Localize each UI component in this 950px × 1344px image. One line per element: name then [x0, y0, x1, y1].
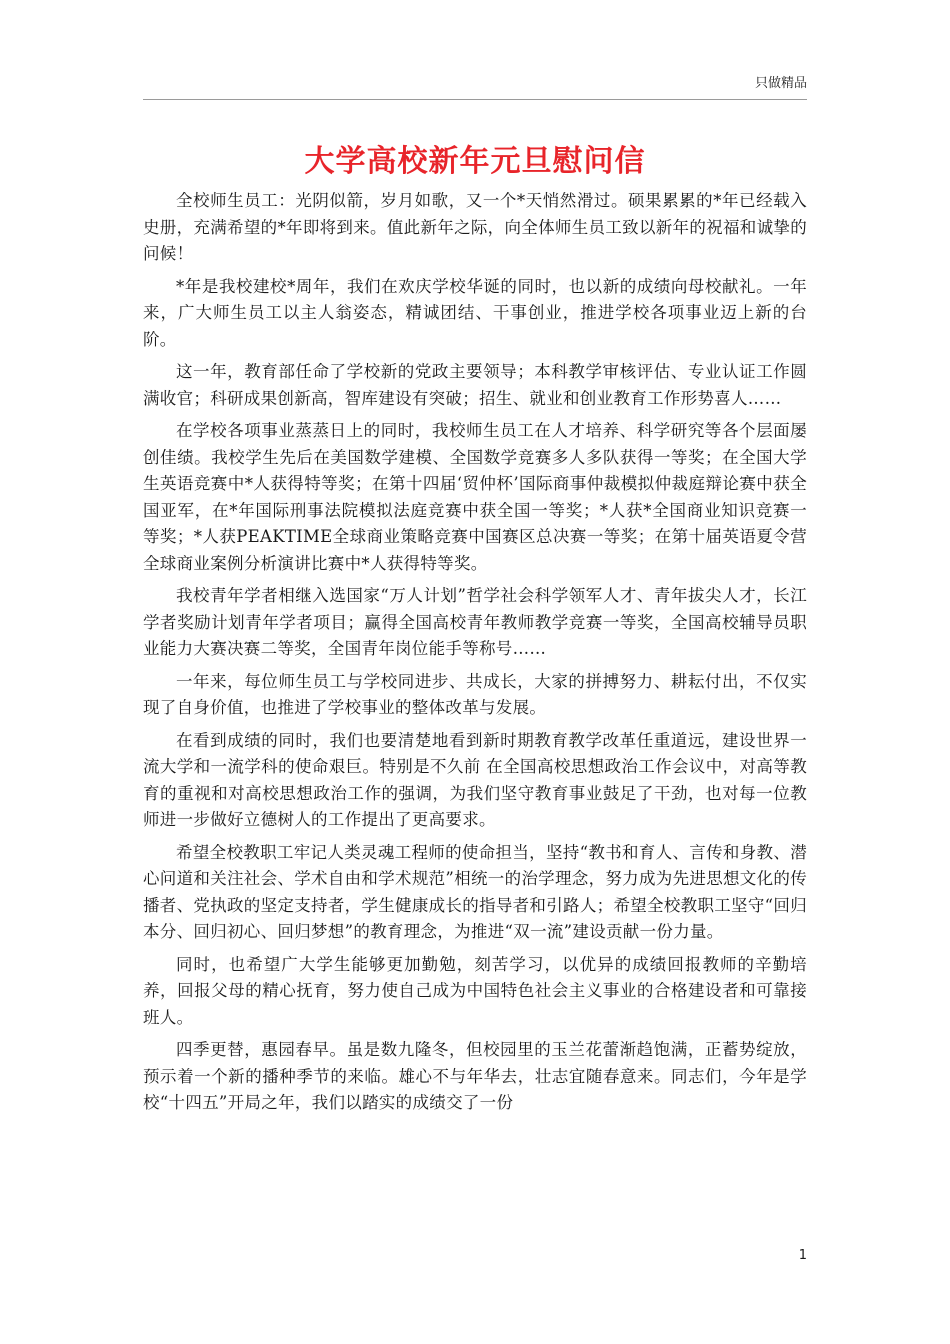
paragraph: 我校青年学者相继入选国家“万人计划”哲学社会科学领军人才、青年拔尖人才，长江学者奖励计划青年学者项目；赢得全国高校青年教师教学竞赛一等奖，全国高校辅导员职业能力大赛决赛二等奖，全国青年岗位能手等称号……	[143, 586, 807, 658]
paragraph: 在学校各项事业蒸蒸日上的同时，我校师生员工在人才培养、科学研究等各个层面屡创佳绩。我校学生先后在美国数学建模、全国数学竞赛多人多队获得一等奖；在全国大学生英语竞赛中*人获得特等奖；在第十四届‘贸仲杯’国际商事仲裁模拟仲裁庭辩论赛中获全国亚军，在*年国际刑事法院模拟法庭竞赛中获全国一等奖；*人获*全国商业知识竞赛一等奖；*人获PEAKTIME全球商业策略竞赛中国赛区总决赛一等奖；在第十届英语夏令营全球商业案例分析演讲比赛中*人获得特等奖。	[143, 421, 807, 573]
paragraph: 在看到成绩的同时，我们也要清楚地看到新时期教育教学改革任重道远，建设世界一流大学和一流学科的使命艰巨。特别是不久前 在全国高校思想政治工作会议中，对高等教育的重视和对高校思想政治工作的强调，为我们坚守教育事业鼓足了干劲，也对每一位教师进一步做好立德树人的工作提出了更高要求。	[143, 730, 807, 829]
paragraph: 四季更替，惠园春早。虽是数九隆冬，但校园里的玉兰花蕾渐趋饱满，正蓄势绽放，预示着一个新的播种季节的来临。雄心不与年华去，壮志宜随春意来。同志们，今年是学校“十四五”开局之年，我们以踏实的成绩交了一份	[143, 1040, 807, 1112]
paragraph: 一年来，每位师生员工与学校同进步、共成长，大家的拼搏努力、耕耘付出，不仅实现了自身价值，也推进了学校事业的整体改革与发展。	[143, 671, 807, 717]
paragraph: 希望全校教职工牢记人类灵魂工程师的使命担当，坚持“教书和育人、言传和身教、潜心问道和关注社会、学术自由和学术规范”相统一的治学理念，努力成为先进思想文化的传播者、党执政的坚定支持者，学生健康成长的指导者和引路人；希望全校教职工坚守“回归本分、回归初心、回归梦想”的教育理念，为推进“双一流”建设贡献一份力量。	[143, 842, 807, 941]
paragraph: 同时，也希望广大学生能够更加勤勉，刻苦学习，以优异的成绩回报教师的辛勤培养，回报父母的精心抚育，努力使自己成为中国特色社会主义事业的合格建设者和可靠接班人。	[143, 954, 807, 1027]
header-note: 只做精品	[754, 76, 807, 91]
page-number: 1	[798, 1248, 807, 1263]
paragraph: *年是我校建校*周年，我们在欢庆学校华诞的同时，也以新的成绩向母校献礼。一年来，广大师生员工以主人翁姿态，精诚团结、干事创业，推进学校各项事业迈上新的台阶。	[143, 276, 807, 349]
header-divider	[143, 99, 807, 100]
document-body	[143, 188, 807, 1123]
paragraph: 全校师生员工：光阴似箭，岁月如歌，又一个*天悄然滑过。硕果累累的*年已经载入史册，充满希望的*年即将到来。值此新年之际，向全体师生员工致以新年的祝福和诚挚的问候！	[143, 191, 807, 263]
document-title: 大学高校新年元旦慰问信	[304, 144, 646, 179]
paragraph: 这一年，教育部任命了学校新的党政主要领导；本科教学审核评估、专业认证工作圆满收官；科研成果创新高，智库建设有突破；招生、就业和创业教育工作形势喜人……	[143, 362, 807, 408]
